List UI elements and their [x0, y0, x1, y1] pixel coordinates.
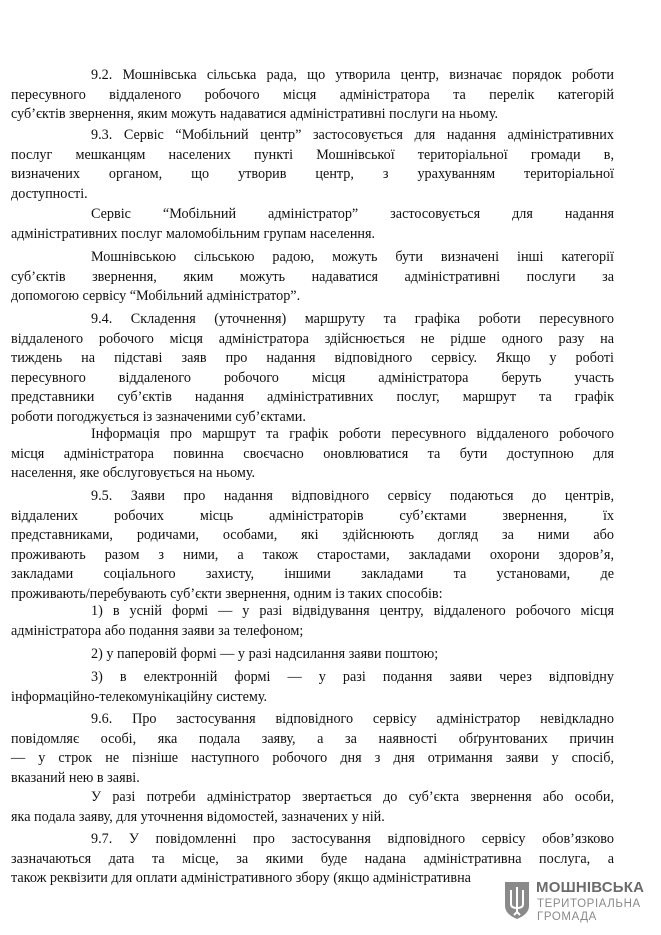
text-line: доступності. — [11, 185, 88, 202]
text-line: У разі потреби адміністратор звертається до суб’єкта звернення або особи, — [91, 789, 614, 805]
paragraph — [11, 248, 614, 307]
text-line: роботи погоджується із зазначеними суб’єктами. — [11, 408, 306, 425]
paragraph — [11, 487, 614, 605]
text-line: Мошнівською сільською радою, можуть бути визначені інші категорії — [91, 249, 614, 265]
text-line: проживають разом з ними, а також старостами, закладами охорони здоров’я, — [11, 546, 614, 563]
text-line: Сервіс “Мобільний адміністратор” застосовується для надання — [91, 206, 614, 222]
text-line: вказаний нею в заяві. — [11, 769, 140, 786]
text-line: пересувного віддаленого робочого місця адміністратора беруть участь — [11, 369, 614, 386]
text-line: 9.3. Сервіс “Мобільний центр” застосовується для надання адміністративних — [91, 127, 614, 143]
text-line: суб’єктів звернення, яким можуть надаватися адміністративні послуги на ньому. — [11, 106, 499, 123]
trident-coat-of-arms-icon — [503, 880, 531, 920]
paragraph — [11, 425, 614, 484]
text-line: визначених органом, що утворив центр, з урахуванням територіальної — [11, 166, 614, 183]
text-line: суб’єктів звернення, яким можуть надаватися адміністративні послуги за — [11, 268, 614, 285]
text-line: пересувного віддаленого робочого місця адміністратора та перелік категорій — [11, 86, 614, 103]
text-line: інформаційно-телекомунікаційну систему. — [11, 688, 268, 705]
paragraph — [11, 710, 614, 788]
text-line: представниками, родичами, особами, які здійснюють догляд за ними або — [11, 527, 614, 544]
paragraph — [11, 66, 614, 125]
text-line: 9.7. У повідомленні про застосування відповідного сервісу обов’язково — [91, 831, 614, 847]
text-line: повідомляє особі, яка подала заяву, а за наявності обґрунтованих причин — [11, 730, 614, 747]
text-line: тиждень на підставі заяв про надання відповідного сервісу. Якщо у роботі — [11, 350, 614, 367]
text-line: 1) в усній формі — у разі відвідування центру, віддаленого робочого місця — [91, 603, 614, 619]
text-line: — у строк не пізніше наступного робочого дня з дня отримання заяви у спосіб, — [11, 750, 614, 767]
text-line: адміністративних послуг маломобільним групам населення. — [11, 225, 376, 242]
text-line: послуг мешканцям населених пункті Мошнівської територіальної громади в, — [11, 146, 614, 163]
text-line: допомогою сервісу “Мобільний адміністратор”. — [11, 288, 301, 305]
community-logo — [503, 878, 643, 924]
logo-subtitle-2: ГРОМАДА — [537, 911, 597, 923]
logo-subtitle-1: ТЕРИТОРІАЛЬНА — [537, 898, 641, 910]
text-line: також реквізити для оплати адміністративного збору (якщо адміністративна — [11, 870, 471, 887]
text-line: представники суб’єктів надання адміністративних послуг, маршрут та графік — [11, 389, 614, 406]
text-line: віддалених робочих місць адміністраторів суб’єктами звернення, їх — [11, 507, 614, 524]
paragraph — [11, 668, 614, 707]
text-line: населення, яке обслуговується на ньому. — [11, 465, 256, 482]
paragraph — [91, 645, 614, 665]
text-line: місця адміністратора повинна своєчасно оновлюватися та бути доступною для — [11, 445, 614, 462]
text-line: зазначаються дата та місце, за якими буде надана адміністративна послуга, а — [11, 850, 614, 867]
text-line: 3) в електронній формі — у разі подання заяви через відповідну — [91, 669, 614, 685]
text-line: віддаленого робочого місця адміністратора здійснюється не рідше одного разу на — [11, 330, 614, 347]
text-line: яка подала заяву, для уточнення відомостей, зазначених у ній. — [11, 808, 385, 825]
text-line: 2) у паперовій формі — у разі надсилання заяви поштою; — [91, 646, 439, 662]
logo-title: МОШНІВСЬКА — [536, 879, 645, 896]
text-line: 9.6. Про застосування відповідного сервісу адміністратор невідкладно — [91, 711, 614, 727]
text-line: 9.5. Заяви про надання відповідного сервісу подаються до центрів, — [91, 488, 614, 504]
paragraph — [11, 602, 614, 641]
text-line: Інформація про маршрут та графік роботи пересувного віддаленого робочого — [91, 426, 614, 442]
text-line: проживають/перебувають суб’єкти звернення, одним із таких способів: — [11, 585, 443, 602]
text-line: 9.2. Мошнівська сільська рада, що утворила центр, визначає порядок роботи — [91, 67, 614, 83]
text-line: 9.4. Складення (уточнення) маршруту та графіка роботи пересувного — [91, 311, 614, 327]
text-line: адміністратора або подання заяви за телефоном; — [11, 622, 304, 639]
paragraph — [11, 310, 614, 428]
paragraph — [11, 788, 614, 827]
text-line: закладами соціального захисту, іншими закладами та установами, де — [11, 566, 614, 583]
paragraph — [11, 205, 614, 244]
paragraph — [11, 126, 614, 204]
